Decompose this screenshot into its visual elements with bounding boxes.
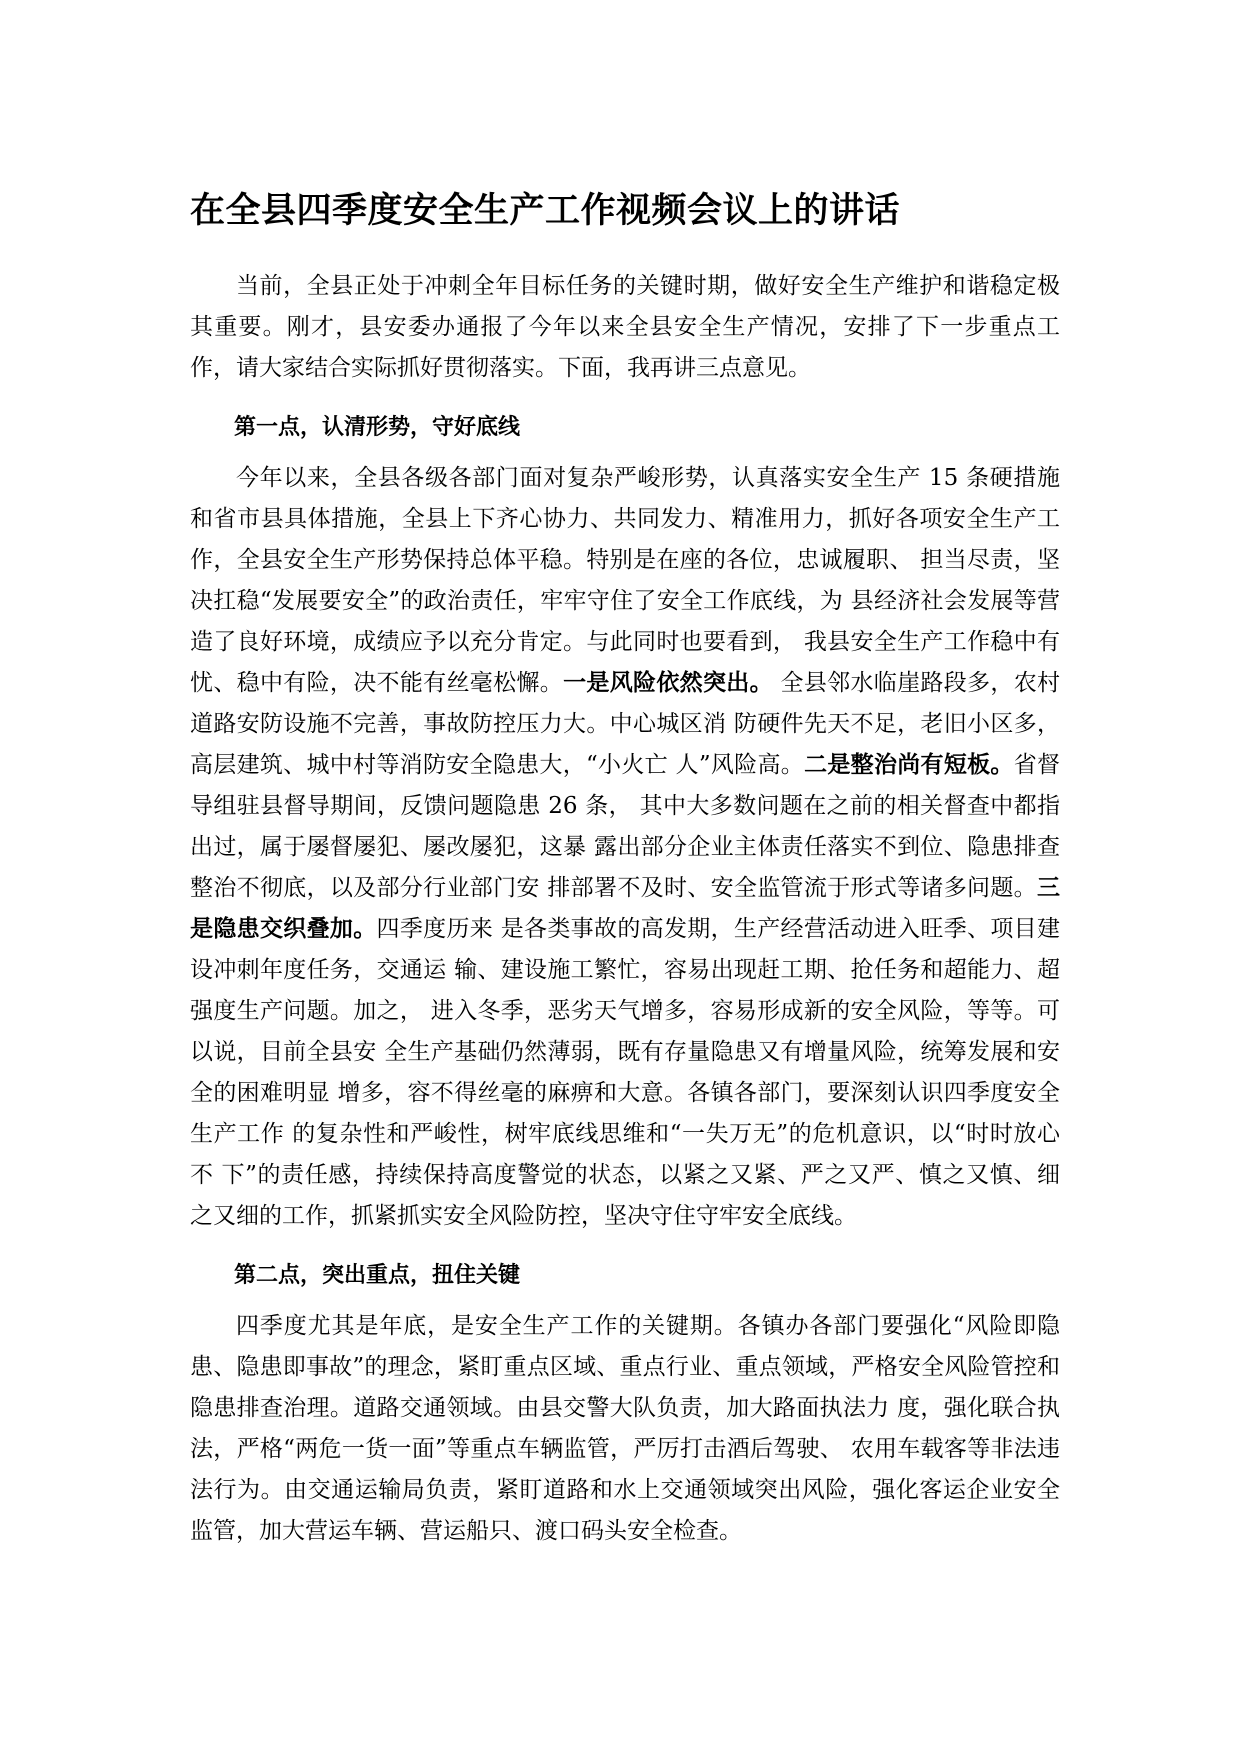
section-1-heading: 第一点，认清形势，守好底线	[234, 415, 521, 440]
document-title: 在全县四季度安全生产工作视频会议上的讲话	[190, 191, 901, 231]
section-1-emphasis-3: 三是隐患交织叠加。	[190, 875, 1060, 942]
spacer	[190, 389, 1060, 395]
intro-paragraph: 当前，全县正处于冲刺全年目标任务的关键时期，做好安全生产维护和谐稳定极其重要。刚才，县安委办通报了今年以来全县安全生产情况，安排了下一步重点工作，请大家结合实际抓好贯彻落实。下面，我再讲三点意见。	[190, 273, 1060, 381]
spacer	[190, 1237, 1060, 1243]
section-2-paragraph: 四季度尤其是年底，是安全生产工作的关键期。各镇办各部门要强化“风险即隐患、隐患即事故”的理念，紧盯重点区域、重点行业、重点领域，严格安全风险管控和隐患排查治理。道路交通领域。由县交警大队负责，加大路面执法力 度，强化联合执法，严格“两危一货一面”等重点车辆监管，严厉打击酒后驾驶、 农用车载客等非法违法行为。由交通运输局负责，紧盯道路和水上交通领域突出风险，强化客运企业安全监管，加大营运车辆、营运船只、渡口码头安全检查。	[190, 1313, 1060, 1544]
section-1-emphasis-1: 一是风险依然突出。	[563, 670, 773, 696]
section-1-text-3: 省督导组驻县督导期间，反馈问题隐患 26 条， 其中大多数问题在之前的相关督查中都指出过，属于屡督屡犯、屡改屡犯，这暴 露出部分企业主体责任落实不到位、隐患排查整治不彻底，以及部分行业部门安 排部署不及时、安全监管流于形式等诸多问题。	[190, 752, 1061, 901]
section-2-heading: 第二点，突出重点，扭住关键	[234, 1263, 521, 1288]
document-body	[190, 266, 1060, 1552]
section-1-emphasis-2: 二是整治尚有短板。	[804, 752, 1014, 778]
section-1-text-1: 今年以来，全县各级各部门面对复杂严峻形势，认真落实安全生产 15 条硬措施和省市县具体措施，全县上下齐心协力、共同发力、精准用力，抓好各项安全生产工作，全县安全生产形势保持总体平稳。特别是在座的各位，忠诚履职、 担当尽责，坚决扛稳“发展要安全”的政治责任，牢牢守住了安全工作底线，为 县经济社会发展等营造了良好环境，成绩应予以充分肯定。与此同时也要看到， 我县安全生产工作稳中有忧、稳中有险，决不能有丝毫松懈。	[190, 465, 1060, 696]
section-1-paragraph	[190, 458, 1060, 1237]
section-1-text-4: 四季度历来 是各类事故的高发期，生产经营活动进入旺季、项目建设冲刺年度任务，交通运 输、建设施工繁忙，容易出现赶工期、抢任务和超能力、超强度生产问题。加之， 进入冬季，恶劣天气增多，容易形成新的安全风险，等等。可以说，目前全县安 全生产基础仍然薄弱，既有存量隐患又有增量风险，统筹发展和安全的困难明显 增多，容不得丝毫的麻痹和大意。各镇各部门，要深刻认识四季度安全生产工作 的复杂性和严峻性，树牢底线思维和“一失万无”的危机意识，以“时时放心不 下”的责任感，持续保持高度警觉的状态，以紧之又紧、严之又严、慎之又慎、细之又细的工作，抓紧抓实安全风险防控，坚决守住守牢安全底线。	[190, 916, 1061, 1229]
section-1-text-2: 全县邻水临崖路段多，农村道路安防设施不完善，事故防控压力大。中心城区消 防硬件先天不足，老旧小区多，高层建筑、城中村等消防安全隐患大，“小火亡 人”风险高。	[190, 670, 1061, 778]
